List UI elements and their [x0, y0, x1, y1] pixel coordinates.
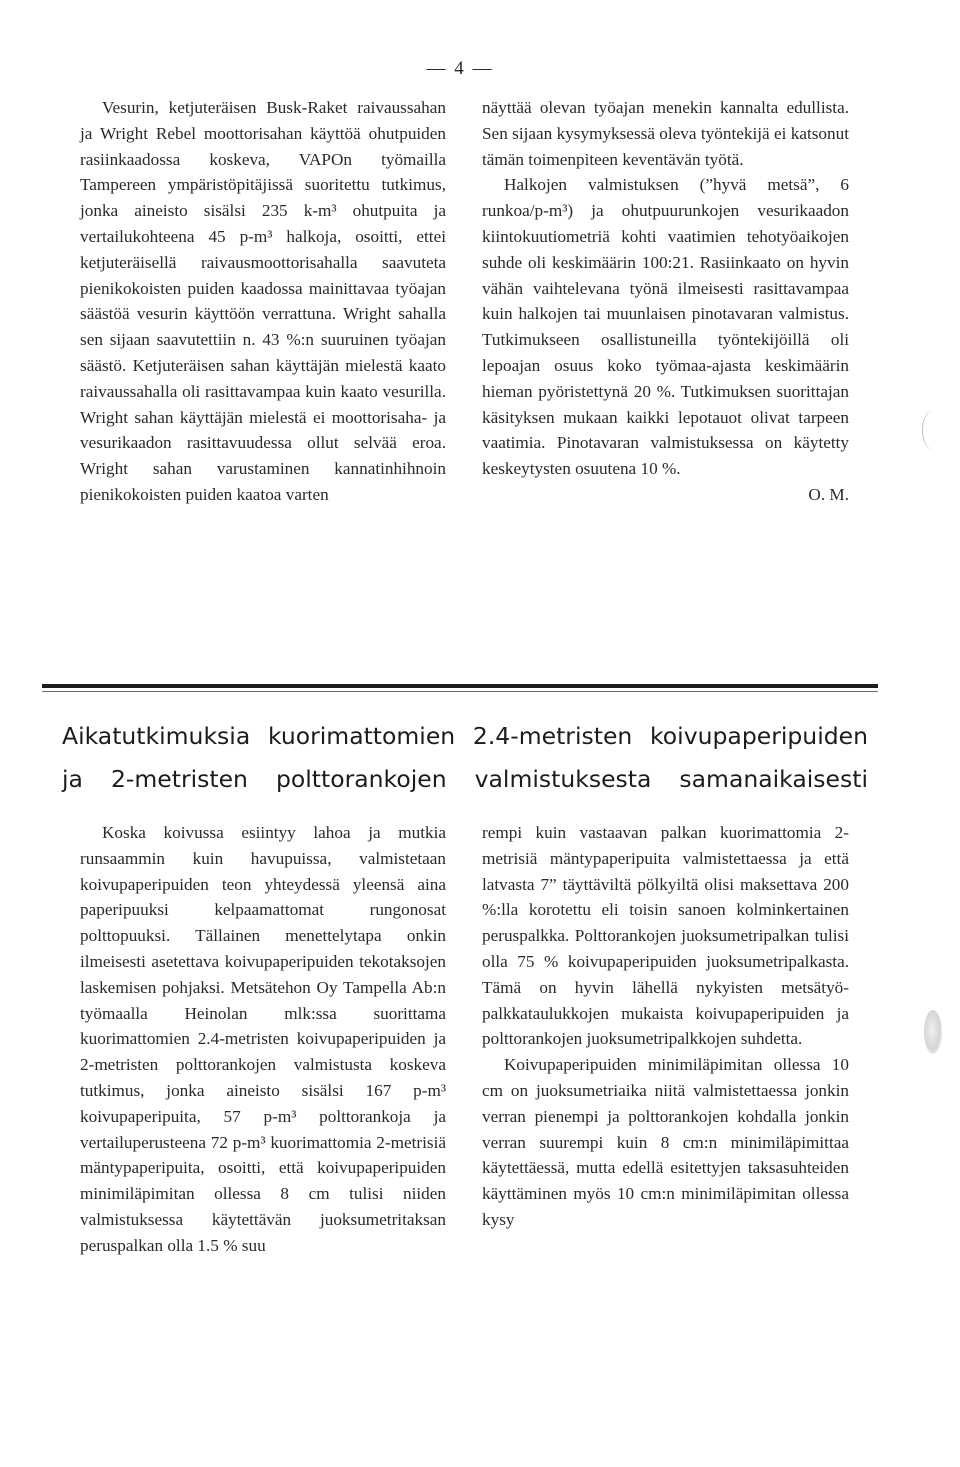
article-signature: O. M. — [808, 484, 849, 504]
upper-right-paragraph-2: Halkojen valmistuksen (”hyvä metsä”, 6 runkoa/p-m³) ja ohutpuurunkojen vesurikaadon kiintokuutiometriä kohti vaatimien tehotyöaikojen suhde oli keskimäärin 100:21. Rasiinkaato on hyvin vähän vaihtelevana työnä ilmeisesti rasittavampaa kuin halkojen tai muunlaisen pinotavaran valmistus. Tutkimukseen osallistuneilla työntekijöillä oli lepoajan osuus koko työmaa-ajasta keskimäärin hieman pyöristettynä 20 %. Tutkimuksen suorittajan käsityksen mukaan kaikki lepotauot olivat tarpeen vaatimia. Pinotavaran valmistuksessa on käytetty keskeytysten osuutena 10 %. — [482, 175, 849, 479]
upper-article-right-column — [482, 95, 849, 508]
upper-left-paragraph-1: Vesurin, ketjuteräisen Busk-Raket raivaussahan ja Wright Rebel moottorisahan käyttöä ohutpuiden rasiinkaadossa koskeva, VAPOn työmailla Tampereen ympäristöpitäjissä suoritettu tutkimus, jonka aineisto sisälsi 235 k-m³ ohutpuita ja vertailukohteena 45 p-m³ halkoja, osoitti, ettei ketjuteräisellä raivausmoottorisahalla saavuteta pienikokoisten puiden kaadossa mainittavaa työajan säästöä vesurin käyttöön verrattuna. Wright sahalla sen sijaan saavutettiin n. 43 %:n suuruinen työajan säästö. Ketjuteräisen sahan käyttäjän mielestä kaato raivaussahalla oli rasittavampaa kuin kaato vesurilla. Wright sahan käyttäjän mielestä ei moottorisaha- ja vesurikaadon rasittavuudessa ollut selvää eroa. Wright sahan varustaminen kannatinhihnoin pienikokoisten puiden kaatoa varten — [80, 98, 446, 504]
lower-article-left-column — [80, 820, 446, 1259]
headline-line-1: Aikatutkimuksia kuorimattomien 2.4-metristen koivupaperipuiden — [62, 722, 868, 750]
headline-line-2: ja 2-metristen polttorankojen valmistuksesta samanaikaisesti — [62, 765, 868, 793]
section-divider-thick — [42, 684, 878, 688]
upper-right-paragraph-1: näyttää olevan työajan menekin kannalta edullista. Sen sijaan kysymyksessä oleva työntekijä ei katsonut tämän toimenpiteen keventävän työtä. — [482, 98, 849, 169]
lower-left-paragraph-1: Koska koivussa esiintyy lahoa ja mutkia runsaammin kuin havupuissa, valmistetaan koivupaperipuiden teon yhteydessä yleensä aina paperipuuksi kelpaamattomat rungonosat polttopuuksi. Tällainen menettelytapa onkin ilmeisesti asetettava koivupaperipuiden tekotaksojen laskemisen pohjaksi. Metsätehon Oy Tampella Ab:n työmaalla Heinolan mlk:ssa suorittama kuorimattomien 2.4-metristen koivupaperipuiden ja 2-metristen polttorankojen valmistusta koskeva tutkimus, jonka aineisto sisälsi 167 p-m³ koivupaperipuita, 57 p-m³ polttorankoja ja vertailuperusteena 72 p-m³ kuorimattomia 2-metrisiä mäntypaperipuita, osoitti, että koivupaperipuiden minimiläpimitan ollessa 8 cm tulisi niiden valmistuksessa käytettävän juoksumetritaksan peruspalkan olla 1.5 % suu — [80, 823, 446, 1255]
scan-mark — [922, 410, 945, 450]
lower-article-right-column — [482, 820, 849, 1233]
page-number: — 4 — — [426, 58, 494, 79]
section-divider-thin — [42, 691, 878, 692]
scan-blot — [924, 1010, 942, 1054]
lower-right-paragraph-2: Koivupaperipuiden minimiläpimitan ollessa 10 cm on juoksumetriaika niitä valmistettaessa jonkin verran pienempi ja polttorankojen kohdalla jonkin verran suurempi kuin 8 cm:n minimiläpimittaa käytettäessä, mutta edellä esitettyjen taksasuhteiden käyttäminen myös 10 cm:n minimiläpimitan ollessa kysy — [482, 1055, 849, 1229]
upper-article-left-column — [80, 95, 446, 508]
lower-right-paragraph-1: rempi kuin vastaavan palkan kuorimattomia 2-metrisiä mäntypaperipuita valmistettaessa ja että latvasta 7” täyttäviltä pölkyiltä olisi maksettava 200 %:lla korotettu eli toisin sanoen kolminkertainen peruspalkka. Polttorankojen juoksumetripalkan tulisi olla 75 % koivupaperipuiden juoksumetripalkasta. Tämä on hyvin lähellä nykyisten metsätyöpalkkataulukkojen mukaista koivupaperipuiden ja polttorankojen juoksumetripalkkojen suhdetta. — [482, 823, 849, 1049]
